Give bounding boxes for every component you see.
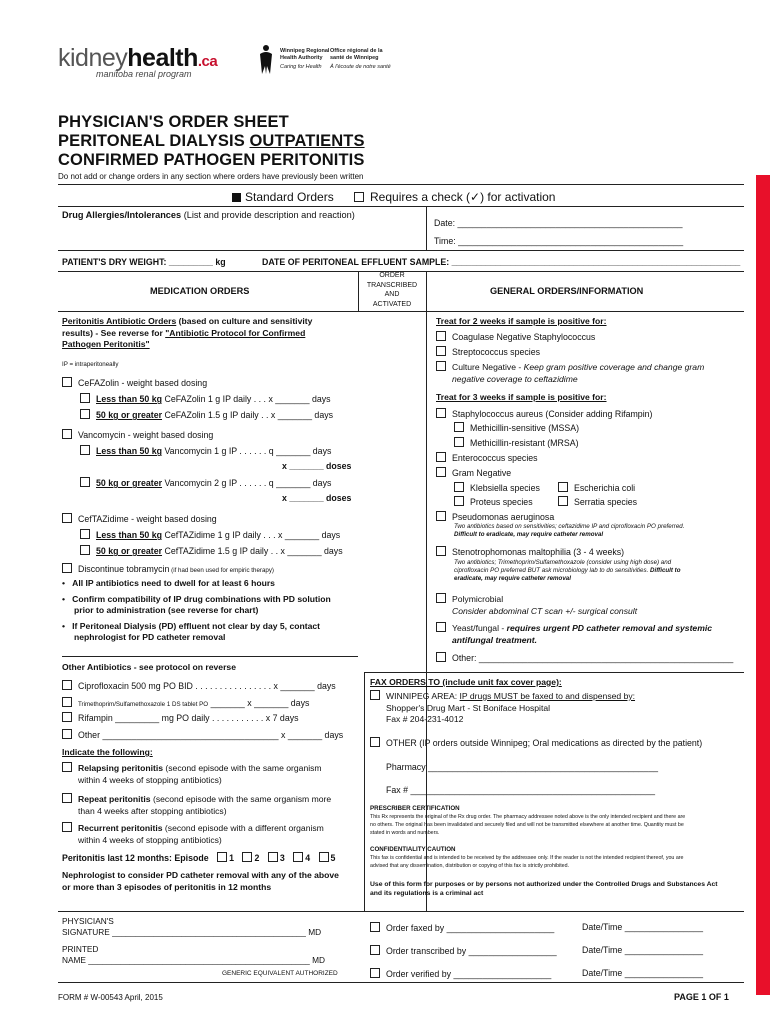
checkbox[interactable]: [436, 467, 446, 477]
two-weeks-title: Treat for 2 weeks if sample is positive for:: [436, 316, 607, 326]
requires-check: Requires a check (✓) for activation: [354, 190, 555, 204]
checkbox[interactable]: [370, 968, 380, 978]
kleb-option: Klebsiella species: [454, 482, 540, 493]
checkbox[interactable]: [80, 545, 90, 555]
checkbox[interactable]: [62, 513, 72, 523]
checkbox[interactable]: [436, 622, 446, 632]
checkbox[interactable]: [454, 437, 464, 447]
fax-field[interactable]: Fax # __________________________________________________: [386, 785, 656, 795]
bullet-list: • All IP antibiotics need to dwell for at least 6 hours • Confirm compatibility of IP drug combinations with PD solution prior to administration (see reverse for chart) • If Peritoneal Dialysis (PD) effluent not clear by day 5, contact nephrologist for PD catheter removal: [62, 578, 331, 642]
other-fax-option: OTHER (IP orders outside Winnipeg; Oral medications as directed by the patient): [370, 737, 702, 748]
cefazolin-lt50: Less than 50 kg CeFAZolin 1 g IP daily . . . x _______ days: [80, 393, 331, 404]
strep-option: Streptococcus species: [436, 346, 540, 357]
checkbox[interactable]: [268, 852, 278, 862]
recurrent-option: Recurrent peritonitis (second episode with a different organism within 4 weeks of stopping antibiotics): [62, 822, 324, 846]
checkbox[interactable]: [436, 408, 446, 418]
general-orders-header: GENERAL ORDERS/INFORMATION: [490, 286, 644, 296]
use-warning: Use of this form for purposes or by persons not authorized under the Controlled Drugs and Substances Act and its regulations is a criminal act: [370, 881, 718, 897]
three-weeks-title: Treat for 3 weeks if sample is positive for:: [436, 392, 607, 402]
ceftaz-lt50: Less than 50 kg CefTAZidime 1 g IP daily . . . x _______ days: [80, 529, 340, 540]
checkbox[interactable]: [80, 393, 90, 403]
wrha-logo: [258, 44, 398, 80]
cipro-option: Ciprofloxacin 500 mg PO BID . . . . . . . . . . . . . . . . x _______ days: [62, 680, 336, 691]
logo-tagline: manitoba renal program: [96, 69, 192, 79]
checkbox[interactable]: [436, 593, 446, 603]
checkbox[interactable]: [62, 762, 72, 772]
transcribed-header: ORDER TRANSCRIBED AND ACTIVATED: [366, 272, 418, 308]
checkbox[interactable]: [370, 690, 380, 700]
checkbox[interactable]: [62, 793, 72, 803]
checkbox[interactable]: [62, 729, 72, 739]
cons-option: Coagulase Negative Staphylococcus: [436, 331, 595, 342]
checkbox[interactable]: [370, 922, 380, 932]
rifampin-option: Rifampin _________ mg PO daily . . . . . . . . . . . x 7 days: [62, 712, 299, 723]
checkbox[interactable]: [436, 346, 446, 356]
vanco-option: Vancomycin - weight based dosing: [62, 429, 213, 440]
vanco-lt50: Less than 50 kg Vancomycin 1 g IP . . . . . . q _______ days: [80, 445, 331, 456]
relapse-option: Relapsing peritonitis (second episode with the same organism within 4 weeks of stopping antibiotics): [62, 762, 322, 786]
checkbox[interactable]: [436, 546, 446, 556]
ceftaz-gte50: 50 kg or greater CefTAZidime 1.5 g IP daily . . x _______ days: [80, 545, 343, 556]
wrha-en-tagline: Caring for Health: [280, 64, 322, 70]
episodes-row: Peritonitis last 12 months: Episode 1 2 3 4 5: [62, 853, 336, 863]
checkbox[interactable]: [436, 331, 446, 341]
printed-name[interactable]: PRINTED NAME ________________________________________________ MD: [62, 944, 325, 965]
steno-option: Stenotrophomonas maltophilia (3 - 4 weeks): [436, 546, 624, 557]
title-line-3: CONFIRMED PATHOGEN PERITONITIS: [58, 151, 365, 169]
effluent-date[interactable]: DATE OF PERITONEAL EFFLUENT SAMPLE: ___________________________________________________________: [262, 257, 741, 267]
checkbox[interactable]: [436, 452, 446, 462]
order-verified-by: Order verified by ____________________: [370, 968, 551, 979]
divider: [58, 311, 744, 312]
ecoli-option: Escherichia coli: [558, 482, 635, 493]
polymicro-option: Polymicrobial Consider abdominal CT scan +/- surgical consult: [436, 593, 637, 617]
pseudo-note: Two antibiotics based on sensitivities; ceftazidime IP and ciprofloxacin PO preferred. Difficult to eradicate, may require catheter removal: [454, 523, 685, 538]
checkbox[interactable]: [454, 422, 464, 432]
form-number: FORM # W-00543 April, 2015: [58, 993, 163, 1002]
divider: [62, 656, 358, 657]
pseudo-option: Pseudomonas aeruginosa: [436, 511, 554, 522]
prescriber-cert: PRESCRIBER CERTIFICATION This Rx represents the original of the Rx drug order. The pharmacy addressee noted above is the only intended recipient and there are no others. The original has been invalidated and securely filed and will not be transmitted elsewhere at another time. Quantity must be stated in words and numbers.: [370, 805, 686, 836]
divider: [58, 206, 744, 207]
checkbox[interactable]: [62, 822, 72, 832]
page-number: PAGE 1 OF 1: [674, 992, 729, 1002]
mrsa-option: Methicillin-resistant (MRSA): [454, 437, 579, 448]
notice: Do not add or change orders in any section where orders have previously been written: [58, 172, 364, 181]
checkbox[interactable]: [558, 482, 568, 492]
tobra-option: Discontinue tobramycin (if had been used for empiric therapy): [62, 563, 274, 575]
divider: [58, 250, 744, 251]
checkbox[interactable]: [80, 409, 90, 419]
pharmacy-field[interactable]: Pharmacy _______________________________________________: [386, 762, 658, 772]
checkbox[interactable]: [62, 563, 72, 573]
fax-title: FAX ORDERS TO (include unit fax cover page):: [370, 677, 562, 687]
divider: [426, 206, 427, 250]
wrha-fr-tagline: À l'écoute de notre santé: [330, 64, 391, 70]
culture-option: Culture Negative - Keep gram positive coverage and change gram negative coverage to ceftazidime: [436, 361, 704, 385]
checkbox[interactable]: [436, 652, 446, 662]
checkbox[interactable]: [80, 529, 90, 539]
steno-note: Two antibiotics; Trimethoprim/Sulfamethoxazole (consider using high dose) and ciprofloxacin PO preferred BUT ask microbiology lab to do sensitivities. Difficult to eradicate, may require catheter removal: [454, 559, 681, 582]
divider: [364, 672, 744, 673]
title-line-1: PHYSICIAN'S ORDER SHEET: [58, 113, 289, 131]
divider: [58, 184, 744, 185]
transcribed-datetime[interactable]: Date/Time ________________: [582, 945, 703, 955]
checkbox[interactable]: [354, 192, 364, 202]
checkbox[interactable]: [454, 496, 464, 506]
nephro-note: Nephrologist to consider PD catheter removal with any of the above or more than 3 episodes of peritonitis in 12 months: [62, 870, 339, 892]
checkbox[interactable]: [293, 852, 303, 862]
divider: [426, 271, 427, 311]
divider: [364, 672, 365, 912]
ceftaz-option: CefTAZidime - weight based dosing: [62, 513, 217, 524]
dry-weight[interactable]: PATIENT'S DRY WEIGHT: _________ kg: [62, 257, 226, 267]
cefazolin-gte50: 50 kg or greater CeFAZolin 1.5 g IP daily . . x _______ days: [80, 409, 333, 420]
other-abx-title: Other Antibiotics - see protocol on reverse: [62, 662, 236, 672]
checkbox[interactable]: [62, 429, 72, 439]
red-margin-bar: [756, 175, 770, 995]
yeast-option: Yeast/fungal - requires urgent PD catheter removal and systemic antifungal treatment.: [436, 622, 712, 646]
title-line-2: PERITONEAL DIALYSIS OUTPATIENTS: [58, 132, 365, 150]
gramneg-option: Gram Negative: [436, 467, 511, 478]
logo-brand-main: health: [127, 44, 198, 72]
checkbox[interactable]: [80, 477, 90, 487]
logo-brand-pre: kidney: [58, 44, 128, 72]
logo-brand-tld: .ca: [197, 53, 218, 70]
other-abx-option: Other ____________________________________ x _______ days: [62, 729, 343, 740]
checkbox[interactable]: [370, 737, 380, 747]
filled-square-icon: [232, 193, 241, 202]
medication-orders-header: MEDICATION ORDERS: [150, 286, 250, 296]
checkbox[interactable]: [62, 680, 72, 690]
allergies-date[interactable]: Date: ______________________________________________: [434, 218, 683, 228]
wrha-en: Winnipeg Regional Health Authority: [280, 48, 330, 61]
checkbox[interactable]: [62, 712, 72, 722]
indicate-title: Indicate the following:: [62, 747, 153, 757]
ip-note: IP = intraperitoneally: [62, 361, 119, 368]
order-faxed-by: Order faxed by ______________________: [370, 922, 554, 933]
vanco-gte50-doses[interactable]: x _______ doses: [282, 493, 352, 503]
serratia-option: Serratia species: [558, 496, 637, 507]
entero-option: Enterococcus species: [436, 452, 538, 463]
checkbox[interactable]: [80, 445, 90, 455]
checkbox[interactable]: [319, 852, 329, 862]
checkbox[interactable]: [436, 511, 446, 521]
checkbox[interactable]: [436, 361, 446, 371]
checkbox[interactable]: [62, 697, 72, 707]
divider: [58, 982, 744, 983]
staph-option: Staphylococcus aureus (Consider adding Rifampin): [436, 408, 652, 419]
checkbox[interactable]: [242, 852, 252, 862]
confidentiality: CONFIDENTIALITY CAUTION This fax is confidential and is intended to be received by the addressee only. If the reader is not the intended recipient thereof, you are advised that any dissemination, distribution or copying of this fax is strictly prohibited.: [370, 846, 684, 869]
cefazolin-option: CeFAZolin - weight based dosing: [62, 377, 207, 388]
generic-authorized: GENERIC EQUIVALENT AUTHORIZED: [222, 970, 338, 977]
order-transcribed-by: Order transcribed by __________________: [370, 945, 557, 956]
allergies-time[interactable]: Time: ______________________________________________: [434, 236, 684, 246]
allergies-label: Drug Allergies/Intolerances (List and provide description and reaction): [62, 210, 355, 220]
repeat-option: Repeat peritonitis (second episode with the same organism more than 4 weeks after stopping antibiotics): [62, 793, 331, 817]
checkbox[interactable]: [558, 496, 568, 506]
other-option: Other: ____________________________________________________: [436, 652, 733, 663]
wrha-fr: Office régional de la santé de Winnipeg: [330, 48, 383, 61]
wrha-mark-icon: [258, 44, 274, 76]
checkbox[interactable]: [370, 945, 380, 955]
checkbox[interactable]: [62, 377, 72, 387]
mssa-option: Methicillin-sensitive (MSSA): [454, 422, 579, 433]
divider: [58, 911, 744, 912]
faxed-datetime[interactable]: Date/Time ________________: [582, 922, 703, 932]
proteus-option: Proteus species: [454, 496, 533, 507]
kidneyhealth-logo: [58, 44, 217, 79]
tmp-option: Trimethoprim/Sulfamethoxazole 1 DS tablet PO _______ x _______ days: [62, 697, 309, 709]
checkbox[interactable]: [217, 852, 227, 862]
vanco-gte50: 50 kg or greater Vancomycin 2 g IP . . . . . . q _______ days: [80, 477, 331, 488]
vanco-lt50-doses[interactable]: x _______ doses: [282, 461, 352, 471]
wpg-fax-option: WINNIPEG AREA: IP drugs MUST be faxed to and dispensed by: Shopper's Drug Mart - St Boniface Hospital Fax # 204-231-4012: [370, 690, 635, 726]
verified-datetime[interactable]: Date/Time ________________: [582, 968, 703, 978]
standard-orders: Standard Orders: [232, 190, 334, 204]
checkbox[interactable]: [454, 482, 464, 492]
physician-signature[interactable]: PHYSICIAN'S SIGNATURE __________________________________________ MD: [62, 916, 322, 937]
abx-title: Peritonitis Antibiotic Orders (based on culture and sensitivity results) - See reverse for "Antibiotic Protocol for Confirmed Pathogen Peritonitis": [62, 316, 313, 349]
